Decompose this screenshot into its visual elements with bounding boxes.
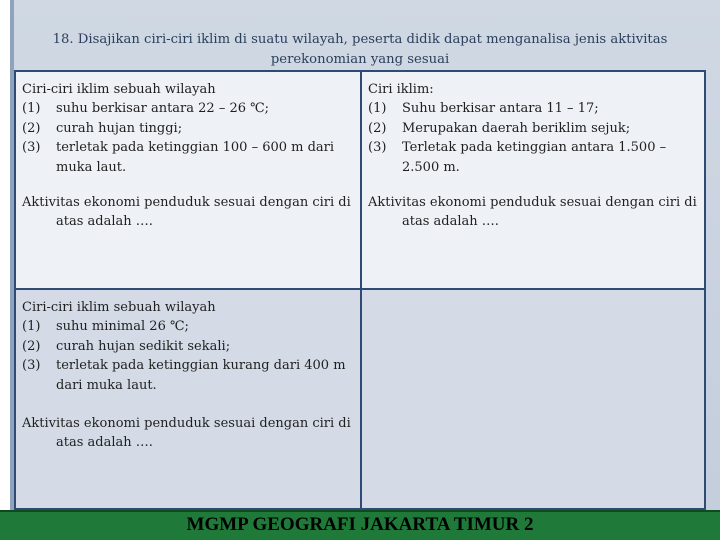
list-item xyxy=(368,138,698,177)
item-text: terletak pada ketinggian kurang dari 400 m dari muka laut. xyxy=(56,358,346,393)
question-title: 18. Disajikan ciri-ciri iklim di suatu wilayah, peserta didik dapat menganalisa jenis aktivitas perekonomian yang sesuai xyxy=(52,32,668,67)
item-number: (3) xyxy=(368,140,387,156)
cell-bottom-right-empty xyxy=(362,290,704,508)
item-text: Suhu berkisar antara 11 – 17; xyxy=(402,101,599,117)
footer-text: MGMP GEOGRAFI JAKARTA TIMUR 2 xyxy=(186,514,534,535)
list-item xyxy=(368,99,698,118)
cell-top-right xyxy=(362,72,704,290)
item-number: (3) xyxy=(22,358,41,374)
item-number: (3) xyxy=(22,140,41,156)
cell-question: Aktivitas ekonomi penduduk sesuai dengan ciri di atas adalah …. xyxy=(22,416,351,451)
cell-top-left xyxy=(16,72,362,290)
item-text: terletak pada ketinggian 100 – 600 m dari muka laut. xyxy=(56,140,335,175)
cell-question: Aktivitas ekonomi penduduk sesuai dengan ciri di atas adalah …. xyxy=(368,195,697,230)
list-item xyxy=(22,119,354,138)
list-item xyxy=(22,337,354,356)
item-number: (2) xyxy=(22,338,41,354)
list-item xyxy=(22,317,354,336)
question-table xyxy=(14,70,706,510)
item-text: Merupakan daerah beriklim sejuk; xyxy=(402,120,631,136)
cell-bottom-left xyxy=(16,290,362,508)
cell-heading: Ciri-ciri iklim sebuah wilayah xyxy=(22,82,216,97)
list-item xyxy=(22,138,354,177)
slide-left-edge xyxy=(0,0,10,540)
cell-heading: Ciri-ciri iklim sebuah wilayah xyxy=(22,300,216,315)
item-text: suhu berkisar antara 22 – 26 ℃; xyxy=(56,101,270,117)
item-text: suhu minimal 26 ℃; xyxy=(56,319,189,335)
item-number: (1) xyxy=(22,319,41,335)
cell-heading: Ciri iklim: xyxy=(368,82,434,97)
item-number: (1) xyxy=(22,101,41,117)
list-item xyxy=(22,99,354,118)
item-text: Terletak pada ketinggian antara 1.500 – 2.500 m. xyxy=(402,140,667,175)
item-number: (2) xyxy=(368,120,387,136)
item-number: (1) xyxy=(368,101,387,117)
item-text: curah hujan tinggi; xyxy=(56,120,183,136)
list-item xyxy=(22,356,354,395)
item-text: curah hujan sedikit sekali; xyxy=(56,338,231,354)
item-number: (2) xyxy=(22,120,41,136)
list-item xyxy=(368,119,698,138)
cell-question: Aktivitas ekonomi penduduk sesuai dengan ciri di atas adalah …. xyxy=(22,195,351,230)
